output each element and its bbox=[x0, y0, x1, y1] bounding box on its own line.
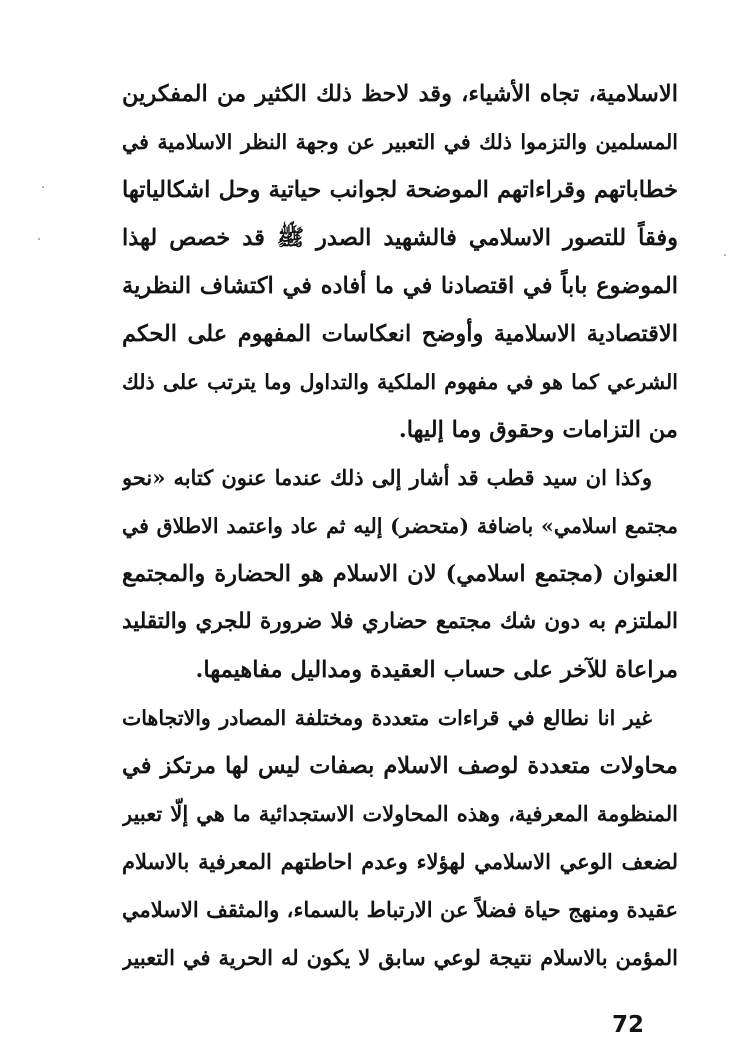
text-line: المسلمين والتزموا ذلك في التعبير عن وجهة النظر الاسلامية في bbox=[122, 130, 678, 154]
text-line: خطاباتهم وقراءاتهم الموضحة لجوانب حياتية وحل اشكالياتها bbox=[122, 177, 678, 203]
text-line: مجتمع اسلامي» باضافة (متحضر) إليه ثم عاد واعتمد الاطلاق في bbox=[122, 514, 678, 538]
text-line: الشرعي كما هو في مفهوم الملكية والتداول وما يترتب على ذلك bbox=[122, 370, 678, 394]
text-line: المؤمن بالاسلام نتيجة لوعي سابق لا يكون له الحرية في التعبير bbox=[122, 945, 678, 970]
text-line: وكذا ان سيد قطب قد أشار إلى ذلك عندما عنون كتابه «نحو bbox=[122, 465, 652, 490]
text-line: الملتزم به دون شك مجتمع حضاري فلا ضرورة للجري والتقليد bbox=[122, 609, 678, 634]
text-line: مراعاة للآخر على حساب العقيدة ومداليل مفاهيمها. bbox=[195, 657, 678, 683]
text-line: الاسلامية، تجاه الأشياء، وقد لاحظ ذلك الكثير من المفكرين bbox=[122, 81, 678, 107]
text-line: لضعف الوعي الاسلامي لهؤلاء وعدم احاطتهم المعرفية بالاسلام bbox=[122, 849, 678, 874]
text-line: الموضوع باباً في اقتصادنا في ما أفاده في اكتشاف النظرية bbox=[122, 273, 678, 299]
text-line: غير انا نطالع في قراءات متعددة ومختلفة المصادر والاتجاهات bbox=[122, 706, 652, 730]
text-line: العنوان (مجتمع اسلامي) لان الاسلام هو الحضارة والمجتمع bbox=[122, 561, 678, 587]
scan-speck bbox=[724, 254, 726, 256]
page-number: 72 bbox=[612, 1012, 645, 1038]
text-line: وفقاً للتصور الاسلامي فالشهيد الصدر ﷺ قد خصص لهذا bbox=[122, 225, 678, 251]
text-line: المنظومة المعرفية، وهذه المحاولات الاستجدائية ما هي إلّا تعبير bbox=[122, 801, 678, 826]
text-line: عقيدة ومنهج حياة فضلاً عن الارتباط بالسماء، والمثقف الاسلامي bbox=[122, 897, 678, 922]
scan-speck bbox=[38, 238, 40, 240]
scan-speck bbox=[42, 186, 44, 188]
text-line: من التزامات وحقوق وما إليها. bbox=[398, 417, 678, 443]
text-line: محاولات متعددة لوصف الاسلام بصفات ليس لها مرتكز في bbox=[122, 753, 678, 779]
text-line: الاقتصادية الاسلامية وأوضح انعكاسات المفهوم على الحكم bbox=[122, 321, 678, 347]
